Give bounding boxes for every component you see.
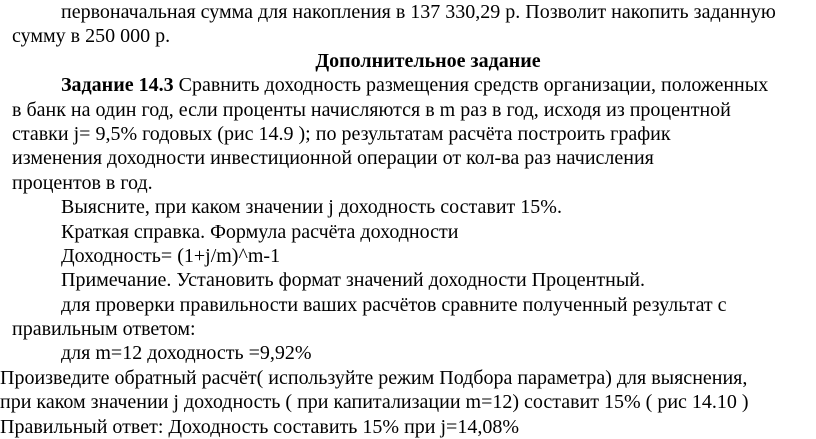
brief-line: Краткая справка. Формула расчёта доходности bbox=[61, 220, 459, 243]
clarify-line: Выясните, при каком значении j доходность составит 15%. bbox=[61, 196, 562, 219]
intro-line-1: первоначальная сумма для накопления в 137 330,29 р. Позволит накопить заданную bbox=[61, 1, 776, 23]
task-label: Задание 14.3 bbox=[61, 74, 174, 97]
task-text-1: Сравнить доходность размещения средств организации, положенных bbox=[173, 74, 769, 97]
task-line-4: изменения доходности инвестиционной операции от кол-ва раз начисления bbox=[12, 147, 654, 170]
check-line-1: для проверки правильности ваших расчётов сравните полученный результат с bbox=[61, 293, 727, 316]
task-line-1 bbox=[0, 73, 816, 97]
heading-text: Дополнительное задание bbox=[315, 49, 541, 72]
note-line: Примечание. Установить формат значений доходности Процентный. bbox=[61, 269, 645, 292]
task-line-3: ставки j= 9,5% годовых (рис 14.9 ); по результатам расчёта построить график bbox=[12, 122, 671, 145]
task-line-2: в банк на один год, если проценты начисляются в m раз в год, исходя из процентной bbox=[12, 98, 731, 121]
task-line-5: процентов в год. bbox=[12, 171, 153, 194]
section-heading bbox=[0, 49, 816, 73]
formula-line: Доходность= (1+j/m)^m-1 bbox=[61, 244, 281, 267]
reverse-line-1: Произведите обратный расчёт( используйте режим Подбора параметра) для выяснения, bbox=[0, 366, 748, 389]
final-answer-line: Правильный ответ: Доходность составить 15% при j=14,08% bbox=[0, 415, 519, 438]
reverse-line-2: при каком значении j доходность ( при капитализации m=12) составит 15% ( рис 14.10 ) bbox=[0, 391, 749, 414]
check-line-2: правильным ответом: bbox=[12, 318, 196, 341]
intro-line-2: сумму в 250 000 р. bbox=[12, 25, 171, 48]
answer-m12-line: для m=12 доходность =9,92% bbox=[61, 342, 312, 365]
